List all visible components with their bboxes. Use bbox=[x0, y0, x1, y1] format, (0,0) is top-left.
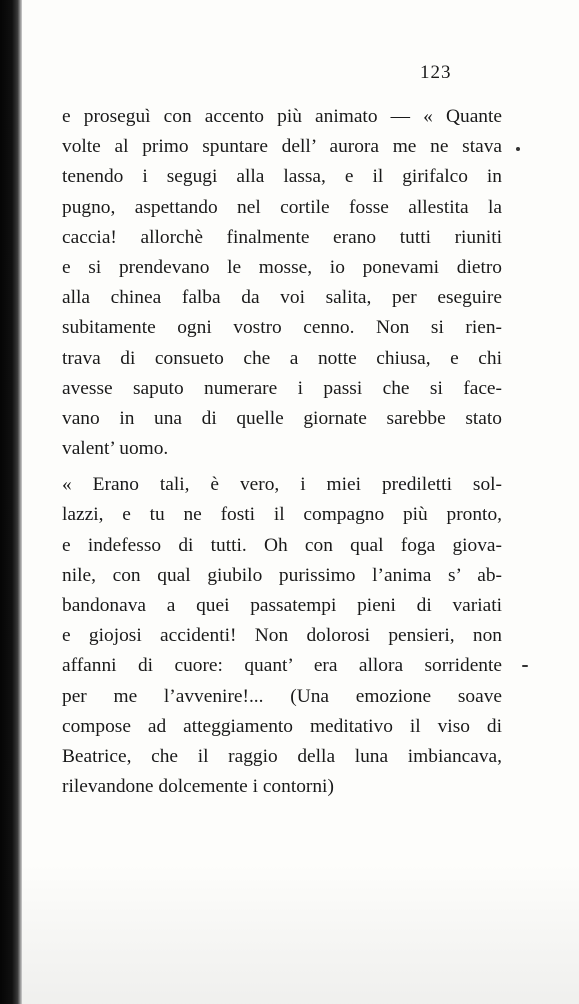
text-line: volte al primo spuntare dell’ aurora me ne stava bbox=[62, 136, 502, 158]
text-line: Beatrice, che il raggio della luna imbiancava, bbox=[62, 745, 502, 767]
body-text bbox=[62, 102, 502, 802]
paragraph-2 bbox=[62, 470, 502, 802]
text-line: e giojosi accidenti! Non dolorosi pensieri, non bbox=[62, 625, 502, 647]
text-line: per me l’avvenire!... (Una emozione soave bbox=[62, 685, 502, 707]
text-line: e si prendevano le mosse, io ponevami dietro bbox=[62, 256, 502, 278]
page-number: 123 bbox=[420, 62, 452, 83]
text-line: valent’ uomo. bbox=[62, 438, 169, 460]
text-line: e indefesso di tutti. Oh con qual foga giova- bbox=[62, 534, 502, 556]
text-line: tenendo i segugi alla lassa, e il girifalco in bbox=[62, 166, 502, 188]
ink-speck bbox=[522, 665, 528, 667]
text-line: compose ad atteggiamento meditativo il viso di bbox=[62, 715, 502, 737]
text-line: alla chinea falba da voi salita, per eseguire bbox=[62, 287, 502, 309]
text-line: nile, con qual giubilo purissimo l’anima s’ ab- bbox=[62, 564, 502, 586]
text-line: caccia! allorchè finalmente erano tutti riuniti bbox=[62, 226, 502, 248]
text-line: « Erano tali, è vero, i miei prediletti sol- bbox=[62, 474, 502, 496]
text-line: vano in una di quelle giornate sarebbe stato bbox=[62, 407, 502, 429]
text-line: bandonava a quei passatempi pieni di variati bbox=[62, 595, 502, 616]
paper-shading bbox=[22, 864, 579, 1004]
text-line: e proseguì con accento più animato — « Quante bbox=[62, 106, 502, 127]
text-line: trava di consueto che a notte chiusa, e chi bbox=[62, 347, 502, 369]
text-line: avesse saputo numerare i passi che si face- bbox=[62, 377, 502, 399]
text-line: subitamente ogni vostro cenno. Non si rien- bbox=[62, 317, 502, 339]
paragraph-1 bbox=[62, 102, 502, 464]
book-binding-edge bbox=[0, 0, 22, 1004]
text-line: lazzi, e tu ne fosti il compagno più pronto, bbox=[62, 504, 502, 526]
text-line: pugno, aspettando nel cortile fosse allestita la bbox=[62, 196, 502, 218]
ink-speck bbox=[516, 147, 520, 151]
text-line: rilevandone dolcemente i contorni) bbox=[62, 776, 334, 798]
text-line: affanni di cuore: quant’ era allora sorridente bbox=[62, 655, 502, 677]
